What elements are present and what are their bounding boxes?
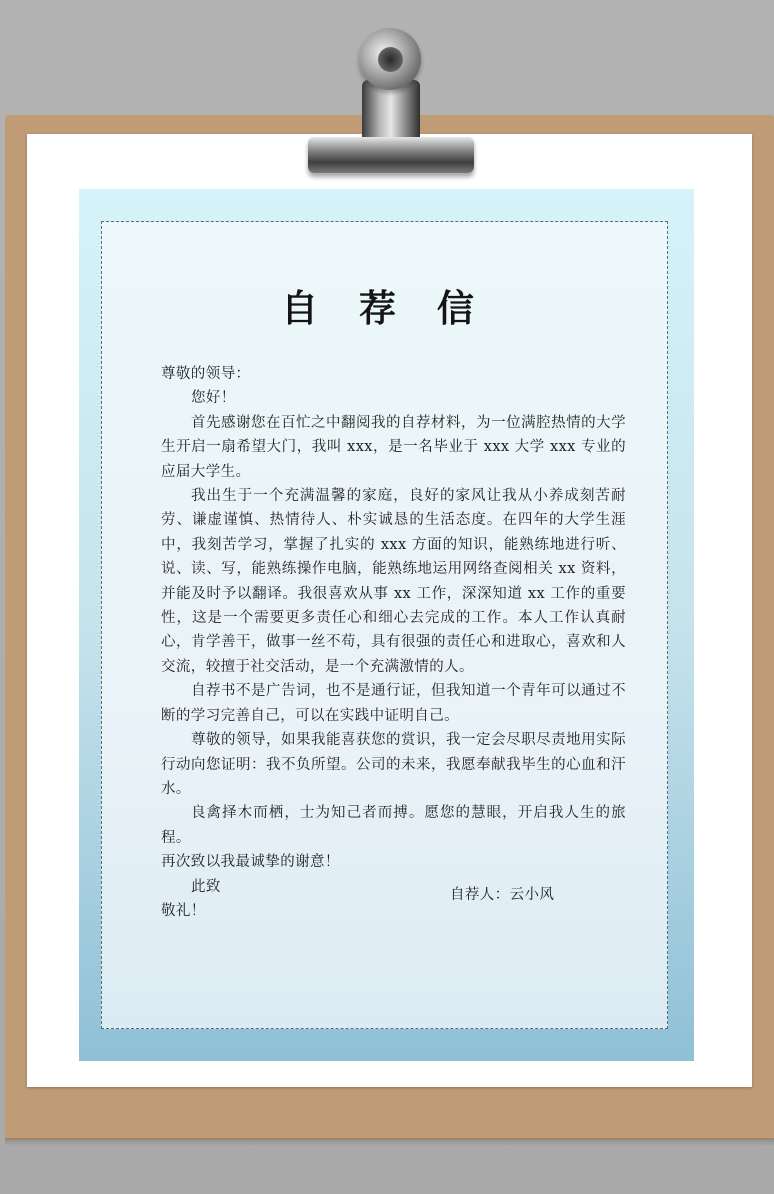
- letter-title: 自 荐 信: [281, 287, 488, 330]
- letter-body: [161, 362, 626, 923]
- paragraph-intro: 首先感谢您在百忙之中翻阅我的自荐材料，为一位满腔热情的大学生开启一扇希望大门，我叫 xxx，是一名毕业于 xxx 大学 xxx 专业的应届大学生。: [161, 414, 626, 480]
- signature: 自荐人：云小风: [450, 887, 555, 903]
- paragraph-closing: 良禽择木而栖，士为知己者而搏。愿您的慧眼，开启我人生的旅程。: [161, 805, 626, 846]
- salutation: 尊敬的领导：: [161, 366, 251, 382]
- regards-line-2: 敬礼！: [161, 902, 206, 919]
- clip-base: [308, 137, 474, 173]
- clip-hole: [378, 47, 403, 72]
- paragraph-commitment: 尊敬的领导，如果我能喜获您的赏识，我一定会尽职尽责地用实际行动向您证明：我不负所望。公司的未来，我愿奉献我毕生的心血和汗水。: [161, 732, 626, 797]
- paragraph-learning: 自荐书不是广告词，也不是通行证，但我知道一个青年可以通过不断的学习完善自己，可以在实践中证明自己。: [161, 683, 626, 724]
- paragraph-background: 我出生于一个充满温馨的家庭，良好的家风让我从小养成刻苦耐劳、谦虚谨慎、热情待人、朴实诚恳的生活态度。在四年的大学生涯中，我刻苦学习，掌握了扎实的 xxx 方面的知识，能熟练地进行听、说、读、写，能熟练操作电脑，能熟练地运用网络查阅相关 xx 资料，并能及时予以翻译。我很喜欢从事 xx 工作，深深知道 xx 工作的重要性，这是一个需要更多责任心和细心去完成的工作。本人工作认真耐心，肯学善干，做事一丝不苟，具有很强的责任心和进取心，喜欢和人交流，较擅于社交活动，是一个充满激情的人。: [161, 488, 626, 675]
- clipboard-shadow: [5, 1138, 774, 1146]
- paragraph-greeting: 您好！: [191, 390, 236, 407]
- closing-line: 再次致以我最诚挚的谢意！: [161, 854, 340, 871]
- regards-line-1: 此致: [191, 878, 221, 895]
